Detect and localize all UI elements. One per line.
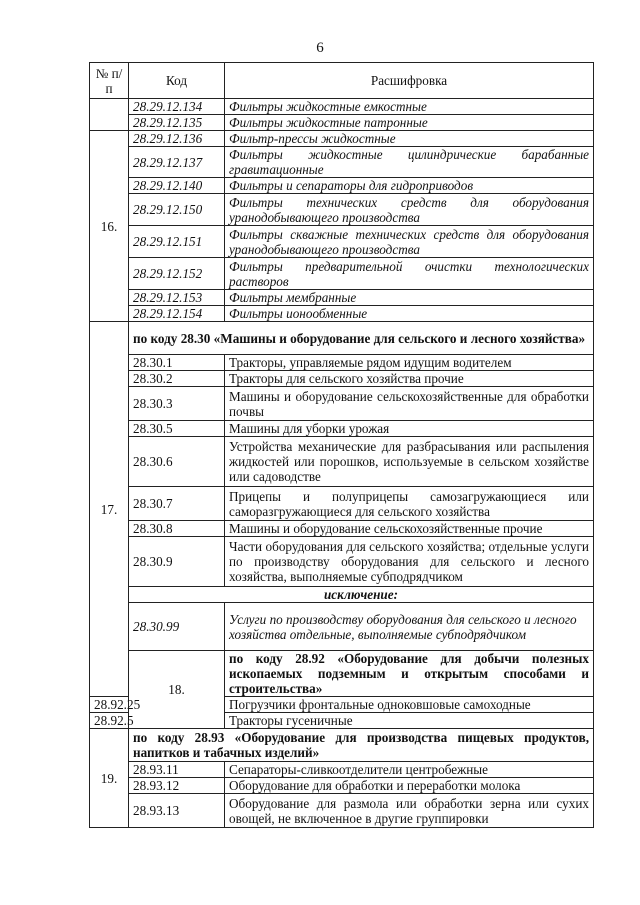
row-desc: Машины и оборудование сельскохозяйственные прочие — [225, 521, 594, 537]
table-row — [90, 194, 594, 226]
table-row — [90, 258, 594, 290]
row-code: 28.93.12 — [129, 778, 225, 794]
table-row — [90, 131, 594, 147]
group-header: по коду 28.93 «Оборудование для производства пищевых продуктов, напитков и табачных изделий» — [129, 729, 594, 762]
row-code: 28.30.3 — [129, 387, 225, 421]
table-row — [90, 290, 594, 306]
row-code: 28.29.12.150 — [129, 194, 225, 226]
row-code: 28.30.6 — [129, 437, 225, 487]
row-code: 28.29.12.152 — [129, 258, 225, 290]
table-row — [90, 794, 594, 828]
table-row — [90, 355, 594, 371]
row-code: 28.30.8 — [129, 521, 225, 537]
table-row — [90, 421, 594, 437]
row-desc: Оборудование для размола или обработки зерна или сухих овощей, не включенное в другие группировки — [225, 794, 594, 828]
row-desc: Фильтры мембранные — [225, 290, 594, 306]
table-row — [90, 603, 594, 651]
row-code: 28.93.11 — [129, 762, 225, 778]
row-code: 28.29.12.134 — [129, 99, 225, 115]
row-code: 28.30.2 — [129, 371, 225, 387]
group-number: 16. — [90, 131, 129, 322]
exclusion-row — [90, 587, 594, 603]
row-code: 28.93.13 — [129, 794, 225, 828]
row-desc: Тракторы гусеничные — [225, 713, 594, 729]
row-code: 28.29.12.137 — [129, 147, 225, 178]
row-code: 28.29.12.136 — [129, 131, 225, 147]
table-row — [90, 778, 594, 794]
header-desc: Расшифровка — [225, 63, 594, 99]
row-desc: Погрузчики фронтальные одноковшовые самоходные — [225, 697, 594, 713]
row-desc: Фильтры жидкостные патронные — [225, 115, 594, 131]
row-desc: Фильтры жидкостные емкостные — [225, 99, 594, 115]
row-code: 28.29.12.154 — [129, 306, 225, 322]
row-code: 28.30.7 — [129, 487, 225, 521]
row-code: 28.29.12.153 — [129, 290, 225, 306]
group-number: 18. — [129, 651, 225, 729]
row-desc: Тракторы, управляемые рядом идущим водителем — [225, 355, 594, 371]
table-row — [90, 521, 594, 537]
header-code: Код — [129, 63, 225, 99]
row-code: 28.92.25 — [90, 697, 129, 713]
row-desc: Прицепы и полуприцепы самозагружающиеся или саморазгружающиеся для сельского хозяйства — [225, 487, 594, 521]
group-number: 17. — [90, 322, 129, 697]
table-row — [90, 306, 594, 322]
table-row — [90, 178, 594, 194]
row-desc: Фильтры и сепараторы для гидроприводов — [225, 178, 594, 194]
table-row — [90, 762, 594, 778]
row-code: 28.29.12.151 — [129, 226, 225, 258]
table-row — [90, 487, 594, 521]
table-row — [90, 537, 594, 587]
group-header: по коду 28.92 «Оборудование для добычи полезных ископаемых подземным и открытым способами и строительства» — [225, 651, 594, 697]
group-number-cell — [90, 99, 129, 131]
table-row — [90, 226, 594, 258]
row-code: 28.29.12.135 — [129, 115, 225, 131]
group-number: 19. — [90, 729, 129, 828]
row-code: 28.30.9 — [129, 537, 225, 587]
page-number: 6 — [316, 40, 324, 56]
row-code: 28.30.5 — [129, 421, 225, 437]
row-code: 28.92.5 — [90, 713, 129, 729]
header-num: № п/п — [90, 63, 129, 99]
row-desc: Устройства механические для разбрасывания или распыления жидкостей или порошков, используемые в сельском хозяйстве или садоводстве — [225, 437, 594, 487]
group-header: по коду 28.30 «Машины и оборудование для сельского и лесного хозяйства» — [129, 322, 594, 355]
table-row — [90, 99, 594, 115]
table-row — [90, 147, 594, 178]
row-code: 28.30.1 — [129, 355, 225, 371]
table-row — [90, 437, 594, 487]
row-desc: Машины для уборки урожая — [225, 421, 594, 437]
group-header-row — [90, 651, 594, 697]
row-desc: Фильтры скважные технических средств для оборудования уранодобывающего производства — [225, 226, 594, 258]
codes-table — [89, 62, 594, 828]
row-code: 28.29.12.140 — [129, 178, 225, 194]
row-desc: Фильтры предварительной очистки технологических растворов — [225, 258, 594, 290]
table-row — [90, 371, 594, 387]
table-header-row — [90, 63, 594, 99]
row-code: 28.30.99 — [129, 603, 225, 651]
row-desc: Услуги по производству оборудования для сельского и лесного хозяйства отдельные, выполняемые субподрядчиком — [225, 603, 594, 651]
table-row — [90, 387, 594, 421]
group-header-row — [90, 729, 594, 762]
table-row — [90, 115, 594, 131]
row-desc: Машины и оборудование сельскохозяйственные для обработки почвы — [225, 387, 594, 421]
row-desc: Фильтры технических средств для оборудования уранодобывающего производства — [225, 194, 594, 226]
row-desc: Фильтры жидкостные цилиндрические барабанные гравитационные — [225, 147, 594, 178]
row-desc: Сепараторы-сливкоотделители центробежные — [225, 762, 594, 778]
row-desc: Оборудование для обработки и переработки молока — [225, 778, 594, 794]
row-desc: Части оборудования для сельского хозяйства; отдельные услуги по производству оборудования для сельского и лесного хозяйства, выполняемые субподрядчиком — [225, 537, 594, 587]
row-desc: Тракторы для сельского хозяйства прочие — [225, 371, 594, 387]
row-desc: Фильтр-прессы жидкостные — [225, 131, 594, 147]
row-desc: Фильтры ионообменные — [225, 306, 594, 322]
group-header-row — [90, 322, 594, 355]
exclusion-label: исключение: — [129, 587, 594, 603]
